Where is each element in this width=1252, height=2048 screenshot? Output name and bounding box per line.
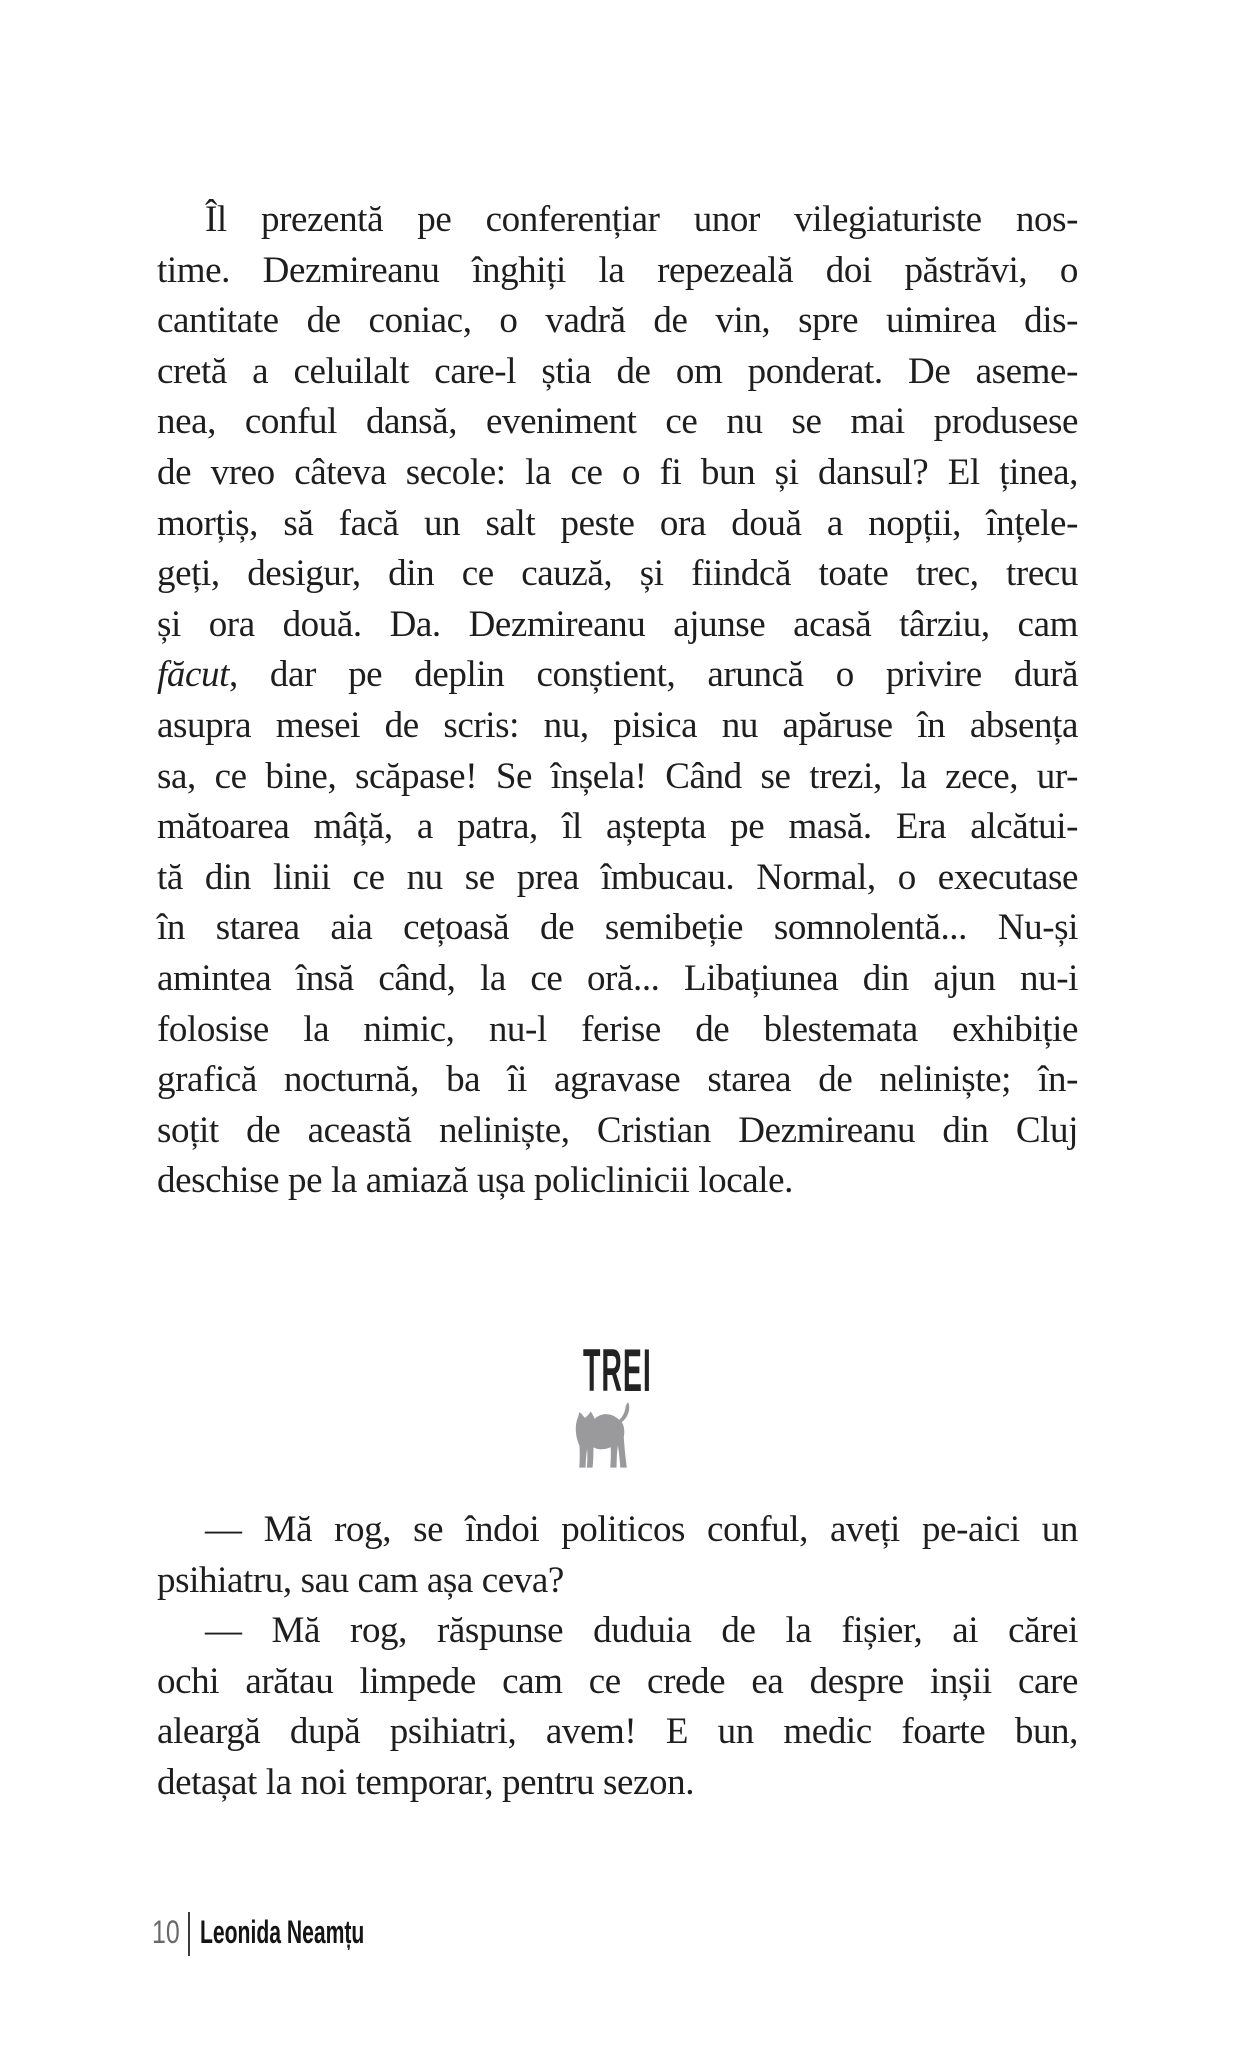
italic-text-segment: făcut [157,654,229,696]
text-line [157,954,1078,1005]
text-segment: time. Dezmireanu înghiți la repezeală doi păstrăvi, o [157,249,1078,291]
text-line [157,903,1078,954]
text-segment: mătoarea mâță, a patra, îl aștepta pe masă. Era alcătui- [157,806,1078,848]
text-line [157,650,1078,701]
dialogue-paragraphs [157,1505,1078,1809]
text-line [157,752,1078,803]
text-line [157,1606,1078,1657]
text-segment: psihiatru, sau cam așa ceva? [157,1559,564,1601]
text-segment: detașat la noi temporar, pentru sezon. [157,1761,695,1803]
text-segment: sa, ce bine, scăpase! Se înșela! Când se trezi, la zece, ur- [157,755,1078,797]
text-line [157,600,1078,651]
text-segment: amintea însă când, la ce oră... Libațiunea din ajun nu-i [157,957,1078,999]
text-segment: cantitate de coniac, o vadră de vin, spre uimirea dis- [157,300,1078,342]
page-footer [0,1910,1252,1970]
text-line [157,549,1078,600]
text-line [157,701,1078,752]
text-line [157,1055,1078,1106]
text-line [157,1106,1078,1157]
text-line [157,195,1078,246]
text-segment: folosise la nimic, nu-l ferise de blestemata exhibiție [157,1008,1078,1050]
text-segment: , dar pe deplin conștient, aruncă o privire dură [228,654,1078,696]
text-line [157,347,1078,398]
text-segment: asupra mesei de scris: nu, pisica nu apăruse în absența [157,704,1078,746]
text-segment: și ora două. Da. Dezmireanu ajunse acasă târziu, cam [157,603,1078,645]
text-segment: ochi arătau limpede cam ce crede ea despre inșii care [157,1660,1078,1702]
text-segment: — Mă rog, răspunse duduia de la fișier, ai cărei [205,1610,1078,1652]
text-line [157,1758,1078,1809]
text-line [157,853,1078,904]
text-segment: cretă a celuilalt care-l știa de om ponderat. De aseme- [157,350,1078,392]
text-segment: — Mă rog, se îndoi politicos conful, aveți pe-aici un [205,1509,1078,1550]
text-line [157,499,1078,550]
page-number: 10 [152,1914,180,1950]
footer-divider [188,1912,190,1956]
text-segment: nea, conful dansă, eveniment ce nu se mai produsese [157,401,1078,443]
text-line [157,802,1078,853]
text-line [157,1005,1078,1056]
text-segment: aleargă după psihiatri, avem! E un medic foarte bun, [157,1711,1078,1753]
footer-author: Leonida Neamțu [200,1914,365,1950]
text-segment: grafică nocturnă, ba îi agravase starea de neliniște; în- [157,1059,1078,1101]
text-segment: soțit de această neliniște, Cristian Dezmireanu din Cluj [157,1109,1078,1151]
text-line [157,296,1078,347]
chapter-heading [157,1337,1078,1404]
text-line [157,246,1078,297]
body-paragraph [157,195,1078,1207]
text-line [157,1505,1078,1556]
text-line [157,1707,1078,1758]
text-line [157,1556,1078,1607]
text-segment: tă din linii ce nu se prea îmbucau. Normal, o executase [157,856,1078,898]
text-segment: morțiș, să facă un salt peste ora două a nopții, înțele- [157,502,1078,544]
chapter-title: TREI [583,1337,652,1404]
text-segment: deschise pe la amiază ușa policlinicii locale. [157,1160,794,1202]
text-segment: de vreo câteva secole: la ce o fi bun și dansul? El ținea, [157,451,1078,493]
text-segment: Îl prezentă pe conferențiar unor vilegiaturiste nos- [205,199,1078,240]
text-segment: în starea aia cețoasă de semibeție somnolentă... Nu-și [157,907,1078,949]
text-line [157,397,1078,448]
text-line [157,1657,1078,1708]
cat-silhouette-icon [572,1400,638,1472]
text-line [157,1156,1078,1207]
text-segment: geți, desigur, din ce cauză, și fiindcă toate trec, trecu [157,553,1078,595]
text-line [157,448,1078,499]
